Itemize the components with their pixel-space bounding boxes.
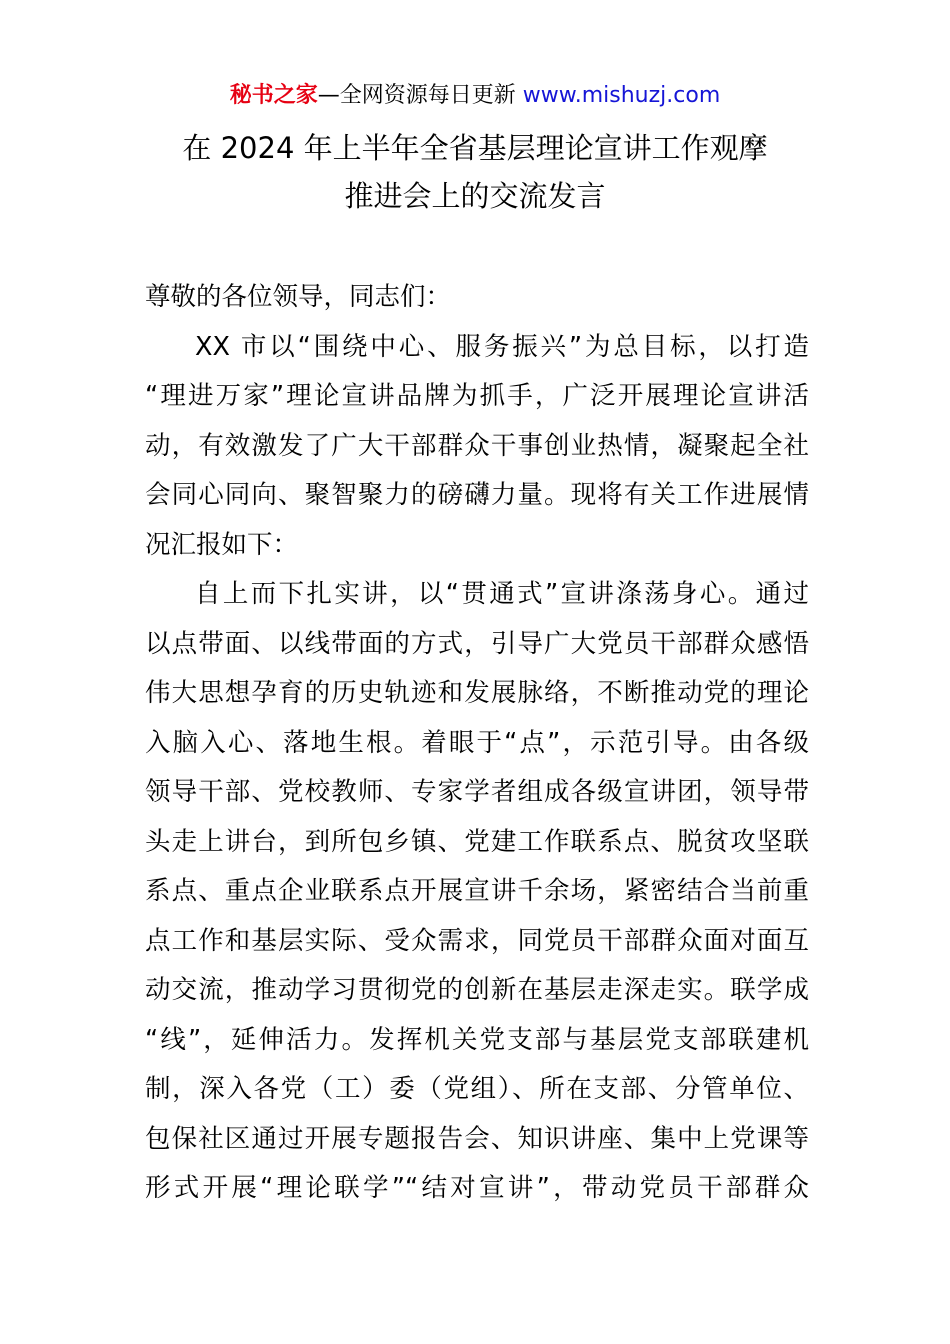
body-line: 伟大思想孕育的历史轨迹和发展脉络，不断推动党的理论 — [145, 678, 809, 708]
body-line: 点工作和基层实际、受众需求，同党员干部群众面对面互 — [145, 925, 809, 956]
body-line: 自上而下扎实讲，以“贯通式”宣讲涤荡身心。通过 — [195, 579, 809, 609]
body-line: 领导干部、党校教师、专家学者组成各级宣讲团，领导带 — [145, 777, 809, 807]
body-line: 头走上讲台，到所包乡镇、党建工作联系点、脱贫攻坚联 — [145, 826, 809, 857]
document-body — [145, 273, 809, 1214]
title-line-1: 在 2024 年上半年全省基层理论宣讲工作观摩 — [182, 131, 768, 165]
body-line: 入脑入心、落地生根。着眼于“点”，示范引导。由各级 — [145, 727, 809, 758]
site-header — [0, 80, 950, 112]
title-line-2: 推进会上的交流发言 — [344, 179, 606, 213]
body-line: 包保社区通过开展专题报告会、知识讲座、集中上党课等 — [145, 1123, 809, 1154]
body-line: 会同心同向、聚智聚力的磅礴力量。现将有关工作进展情 — [145, 480, 809, 510]
body-line: 以点带面、以线带面的方式，引导广大党员干部群众感悟 — [145, 628, 809, 659]
body-line: “线”，延伸活力。发挥机关党支部与基层党支部联建机 — [145, 1024, 809, 1055]
paragraph-intro — [145, 323, 809, 571]
body-line: 动交流，推动学习贯彻党的创新在基层走深走实。联学成 — [145, 975, 809, 1005]
body-line: “理进万家”理论宣讲品牌为抓手，广泛开展理论宣讲活 — [145, 381, 809, 411]
body-line: 制，深入各党（工）委（党组）、所在支部、分管单位、 — [145, 1074, 809, 1104]
body-line: XX 市以“围绕中心、服务振兴”为总目标，以打造 — [195, 331, 809, 362]
site-tagline: —全网资源每日更新 — [317, 83, 516, 108]
document-title — [0, 124, 950, 220]
site-url[interactable]: www.mishuzj.com — [522, 83, 721, 108]
salutation — [145, 273, 809, 323]
body-line: 况汇报如下： — [145, 529, 299, 560]
salutation-text: 尊敬的各位领导，同志们： — [145, 282, 452, 312]
body-line: 系点、重点企业联系点开展宣讲千余场，紧密结合当前重 — [145, 876, 809, 906]
paragraph-top-down — [145, 570, 809, 1214]
body-line: 动，有效激发了广大干部群众干事创业热情，凝聚起全社 — [145, 430, 809, 461]
body-line: 形式开展“理论联学”“结对宣讲”，带动党员干部群众 — [145, 1173, 809, 1203]
site-brand: 秘书之家 — [229, 83, 318, 108]
